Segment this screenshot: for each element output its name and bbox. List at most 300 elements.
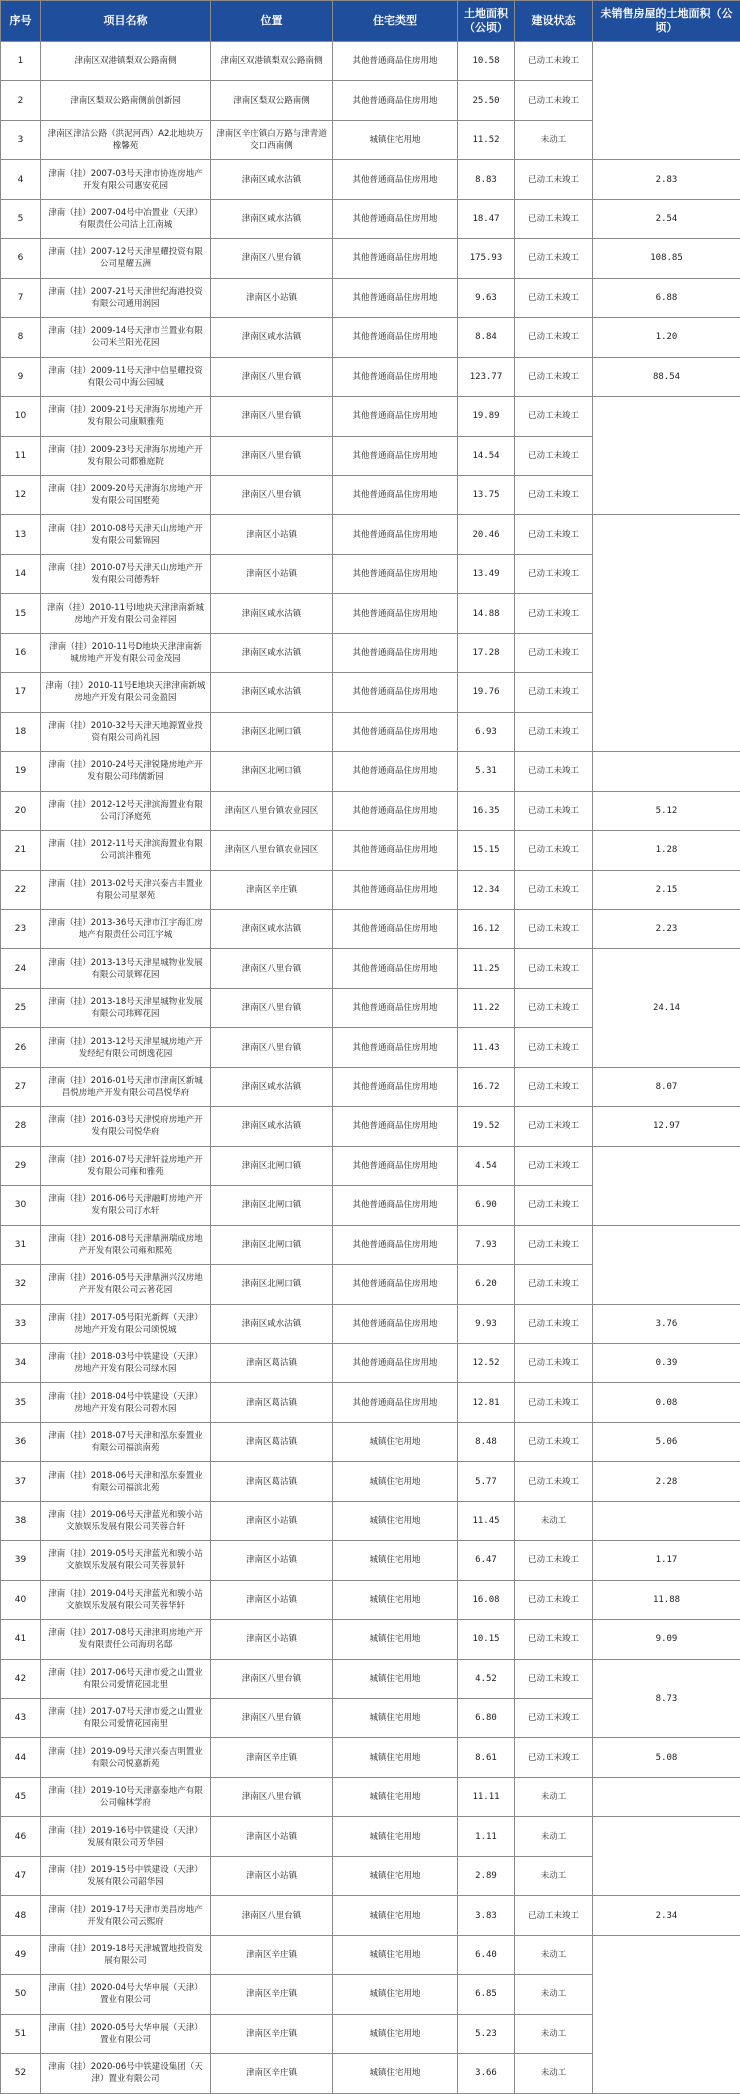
row-land-area: 6.93 [458, 712, 515, 751]
row-residential-type: 城镇住宅用地 [333, 1896, 458, 1935]
row-build-status: 已动工未竣工 [515, 1422, 593, 1461]
row-build-status: 已动工未竣工 [515, 1383, 593, 1422]
table-row [1, 1896, 740, 1935]
row-seq: 5 [1, 199, 41, 238]
row-build-status: 已动工未竣工 [515, 199, 593, 238]
row-project-name: 津南（挂）2019-16号中铁建设（天津）发展有限公司芳华园 [41, 1817, 211, 1856]
row-land-area: 11.52 [458, 120, 515, 159]
row-residential-type: 其他普通商品住房用地 [333, 436, 458, 475]
table-body [1, 42, 740, 2094]
row-location: 津南区辛庄镇 [211, 2054, 333, 2093]
row-residential-type: 其他普通商品住房用地 [333, 949, 458, 988]
row-residential-type: 其他普通商品住房用地 [333, 239, 458, 278]
row-seq: 23 [1, 909, 41, 948]
row-location: 津南区咸水沽镇 [211, 1304, 333, 1343]
row-residential-type: 其他普通商品住房用地 [333, 397, 458, 436]
row-unsold-area: 8.07 [593, 1067, 740, 1106]
row-project-name: 津南（挂）2009-21号天津海尔房地产开发有限公司康顺雅苑 [41, 397, 211, 436]
row-land-area: 12.81 [458, 1383, 515, 1422]
row-residential-type: 其他普通商品住房用地 [333, 1067, 458, 1106]
row-project-name: 津南（挂）2019-06号天津蓝光和骏小站文旅娱乐发展有限公司芙蓉合轩 [41, 1501, 211, 1540]
header-project-name: 项目名称 [41, 1, 211, 42]
row-residential-type: 其他普通商品住房用地 [333, 357, 458, 396]
row-location: 津南区咸水沽镇 [211, 318, 333, 357]
row-location: 津南区小站镇 [211, 1817, 333, 1856]
row-residential-type: 城镇住宅用地 [333, 1738, 458, 1777]
header-land-area: 土地面积（公顷） [458, 1, 515, 42]
row-unsold-area: 11.88 [593, 1580, 740, 1619]
table-row [1, 199, 740, 238]
row-residential-type: 城镇住宅用地 [333, 120, 458, 159]
row-residential-type: 其他普通商品住房用地 [333, 1304, 458, 1343]
row-build-status: 未动工 [515, 1777, 593, 1816]
row-land-area: 6.20 [458, 1265, 515, 1304]
row-build-status: 已动工未竣工 [515, 752, 593, 791]
row-build-status: 已动工未竣工 [515, 1225, 593, 1264]
row-seq: 36 [1, 1422, 41, 1461]
row-land-area: 14.54 [458, 436, 515, 475]
row-land-area: 10.15 [458, 1620, 515, 1659]
row-seq: 52 [1, 2054, 41, 2093]
row-residential-type: 其他普通商品住房用地 [333, 1146, 458, 1185]
header-unsold-area: 未销售房屋的土地面积（公顷） [593, 1, 740, 42]
row-location: 津南区辛庄镇 [211, 1738, 333, 1777]
row-seq: 18 [1, 712, 41, 751]
row-unsold-area: 0.39 [593, 1343, 740, 1382]
row-build-status: 已动工未竣工 [515, 909, 593, 948]
table-row [1, 791, 740, 830]
row-residential-type: 其他普通商品住房用地 [333, 791, 458, 830]
row-build-status: 已动工未竣工 [515, 633, 593, 672]
table-row [1, 397, 740, 436]
row-project-name: 津南（挂）2016-03号天津悦府房地产开发有限公司悦华府 [41, 1107, 211, 1146]
row-project-name: 津南（挂）2010-11号I地块天津津南新城房地产开发有限公司金祥园 [41, 594, 211, 633]
row-seq: 45 [1, 1777, 41, 1816]
row-project-name: 津南（挂）2020-05号大华申展（天津）置业有限公司 [41, 2014, 211, 2053]
table-row [1, 831, 740, 870]
row-project-name: 津南（挂）2016-07号天津轩益房地产开发有限公司雍和雅苑 [41, 1146, 211, 1185]
row-land-area: 3.83 [458, 1896, 515, 1935]
row-location: 津南区咸水沽镇 [211, 673, 333, 712]
row-location: 津南区八里台镇 [211, 1777, 333, 1816]
row-project-name: 津南（挂）2010-24号天津锐隆房地产开发有限公司玮儒新园 [41, 752, 211, 791]
header-location: 位置 [211, 1, 333, 42]
row-unsold-area [593, 42, 740, 160]
row-seq: 16 [1, 633, 41, 672]
row-seq: 7 [1, 278, 41, 317]
row-project-name: 津南（挂）2016-06号天津融町房地产开发有限公司汀水轩 [41, 1186, 211, 1225]
row-build-status: 未动工 [515, 1975, 593, 2014]
row-land-area: 175.93 [458, 239, 515, 278]
row-unsold-area: 2.34 [593, 1896, 740, 1935]
row-land-area: 16.72 [458, 1067, 515, 1106]
row-location: 津南区八里台镇 [211, 1028, 333, 1067]
row-land-area: 3.66 [458, 2054, 515, 2093]
row-residential-type: 城镇住宅用地 [333, 1620, 458, 1659]
row-seq: 6 [1, 239, 41, 278]
row-residential-type: 其他普通商品住房用地 [333, 1265, 458, 1304]
table-row [1, 515, 740, 554]
row-build-status: 已动工未竣工 [515, 554, 593, 593]
row-land-area: 5.23 [458, 2014, 515, 2053]
table-row [1, 1146, 740, 1185]
row-seq: 14 [1, 554, 41, 593]
row-land-area: 18.47 [458, 199, 515, 238]
row-project-name: 津南（挂）2018-06号天津和泓东泰置业有限公司福滨北苑 [41, 1462, 211, 1501]
row-land-area: 19.76 [458, 673, 515, 712]
row-seq: 11 [1, 436, 41, 475]
row-location: 津南区北闸口镇 [211, 712, 333, 751]
row-seq: 35 [1, 1383, 41, 1422]
row-land-area: 15.15 [458, 831, 515, 870]
row-build-status: 已动工未竣工 [515, 673, 593, 712]
row-project-name: 津南（挂）2016-05号天津鼎洲兴汉房地产开发有限公司云著花园 [41, 1265, 211, 1304]
header-seq: 序号 [1, 1, 41, 42]
row-project-name: 津南（挂）2010-07号天津天山房地产开发有限公司德秀轩 [41, 554, 211, 593]
row-land-area: 9.93 [458, 1304, 515, 1343]
row-location: 津南区八里台镇农业园区 [211, 791, 333, 830]
row-residential-type: 其他普通商品住房用地 [333, 712, 458, 751]
row-build-status: 已动工未竣工 [515, 397, 593, 436]
row-unsold-area: 5.08 [593, 1738, 740, 1777]
row-location: 津南区北闸口镇 [211, 1225, 333, 1264]
table-row [1, 949, 740, 988]
row-build-status: 已动工未竣工 [515, 791, 593, 830]
row-residential-type: 城镇住宅用地 [333, 1699, 458, 1738]
table-row [1, 752, 740, 791]
table-row [1, 1067, 740, 1106]
row-residential-type: 其他普通商品住房用地 [333, 199, 458, 238]
row-location: 津南区小站镇 [211, 1856, 333, 1895]
row-build-status: 未动工 [515, 120, 593, 159]
row-project-name: 津南（挂）2018-03号中铁建设（天津）房地产开发有限公司绿水园 [41, 1343, 211, 1382]
table-row [1, 1580, 740, 1619]
row-unsold-area: 5.06 [593, 1422, 740, 1461]
row-location: 津南区八里台镇 [211, 239, 333, 278]
row-build-status: 未动工 [515, 2054, 593, 2093]
row-build-status: 已动工未竣工 [515, 1304, 593, 1343]
row-location: 津南区八里台镇 [211, 397, 333, 436]
row-seq: 12 [1, 475, 41, 514]
row-residential-type: 其他普通商品住房用地 [333, 160, 458, 199]
table-row [1, 1462, 740, 1501]
row-location: 津南区北闸口镇 [211, 1186, 333, 1225]
row-project-name: 津南（挂）2013-13号天津星城物业发展有限公司景辉花园 [41, 949, 211, 988]
row-project-name: 津南区梨双公路南侧前创新园 [41, 81, 211, 120]
row-location: 津南区咸水沽镇 [211, 160, 333, 199]
row-land-area: 4.52 [458, 1659, 515, 1698]
table-header-row [1, 1, 740, 42]
row-build-status: 已动工未竣工 [515, 1738, 593, 1777]
row-build-status: 未动工 [515, 1501, 593, 1540]
row-unsold-area: 108.85 [593, 239, 740, 278]
row-seq: 44 [1, 1738, 41, 1777]
row-location: 津南区八里台镇 [211, 1699, 333, 1738]
row-residential-type: 其他普通商品住房用地 [333, 831, 458, 870]
row-residential-type: 城镇住宅用地 [333, 1422, 458, 1461]
row-unsold-area: 0.08 [593, 1383, 740, 1422]
row-seq: 47 [1, 1856, 41, 1895]
row-build-status: 已动工未竣工 [515, 1541, 593, 1580]
row-seq: 48 [1, 1896, 41, 1935]
row-residential-type: 其他普通商品住房用地 [333, 554, 458, 593]
row-residential-type: 城镇住宅用地 [333, 1975, 458, 2014]
table-row [1, 870, 740, 909]
row-build-status: 已动工未竣工 [515, 1107, 593, 1146]
row-location: 津南区北闸口镇 [211, 1146, 333, 1185]
row-location: 津南区辛庄镇 [211, 1935, 333, 1974]
row-project-name: 津南（挂）2019-18号天津城置地投资发展有限公司 [41, 1935, 211, 1974]
table-row [1, 160, 740, 199]
row-land-area: 16.08 [458, 1580, 515, 1619]
row-seq: 13 [1, 515, 41, 554]
row-land-area: 9.63 [458, 278, 515, 317]
row-unsold-area [593, 1501, 740, 1540]
row-location: 津南区咸水沽镇 [211, 594, 333, 633]
row-location: 津南区八里台镇 [211, 988, 333, 1027]
row-seq: 50 [1, 1975, 41, 2014]
row-land-area: 10.58 [458, 42, 515, 81]
row-land-area: 25.50 [458, 81, 515, 120]
row-unsold-area: 24.14 [593, 949, 740, 1067]
row-residential-type: 其他普通商品住房用地 [333, 752, 458, 791]
row-residential-type: 其他普通商品住房用地 [333, 1028, 458, 1067]
row-location: 津南区八里台镇 [211, 1896, 333, 1935]
table-row [1, 1225, 740, 1264]
table-row [1, 278, 740, 317]
row-land-area: 19.89 [458, 397, 515, 436]
row-project-name: 津南（挂）2019-15号中铁建设（天津）发展有限公司韶华园 [41, 1856, 211, 1895]
table-row [1, 239, 740, 278]
row-location: 津南区双港镇梨双公路南侧 [211, 42, 333, 81]
row-residential-type: 城镇住宅用地 [333, 1935, 458, 1974]
row-unsold-area: 1.28 [593, 831, 740, 870]
row-unsold-area: 12.97 [593, 1107, 740, 1146]
row-location: 津南区八里台镇 [211, 436, 333, 475]
header-residential-type: 住宅类型 [333, 1, 458, 42]
row-location: 津南区小站镇 [211, 1541, 333, 1580]
row-seq: 17 [1, 673, 41, 712]
row-unsold-area [593, 752, 740, 791]
row-unsold-area: 3.76 [593, 1304, 740, 1343]
row-unsold-area: 2.15 [593, 870, 740, 909]
row-project-name: 津南（挂）2017-07号天津市爱之山置业有限公司爱情花园南里 [41, 1699, 211, 1738]
row-unsold-area [593, 1935, 740, 2093]
row-project-name: 津南（挂）2019-09号天津兴泰吉明置业有限公司悦嘉新苑 [41, 1738, 211, 1777]
row-project-name: 津南（挂）2020-06号中铁建设集团（天津）置业有限公司 [41, 2054, 211, 2093]
row-project-name: 津南（挂）2009-23号天津海尔房地产开发有限公司都雅庭院 [41, 436, 211, 475]
row-seq: 21 [1, 831, 41, 870]
row-land-area: 6.47 [458, 1541, 515, 1580]
row-location: 津南区葛沽镇 [211, 1383, 333, 1422]
row-seq: 1 [1, 42, 41, 81]
table-row [1, 357, 740, 396]
row-residential-type: 其他普通商品住房用地 [333, 42, 458, 81]
header-build-status: 建设状态 [515, 1, 593, 42]
row-project-name: 津南（挂）2013-02号天津兴泰吉丰置业有限公司星翠苑 [41, 870, 211, 909]
table-row [1, 1620, 740, 1659]
row-residential-type: 其他普通商品住房用地 [333, 1383, 458, 1422]
row-residential-type: 其他普通商品住房用地 [333, 673, 458, 712]
row-unsold-area: 2.23 [593, 909, 740, 948]
row-residential-type: 其他普通商品住房用地 [333, 909, 458, 948]
row-residential-type: 其他普通商品住房用地 [333, 870, 458, 909]
row-unsold-area: 2.54 [593, 199, 740, 238]
row-seq: 41 [1, 1620, 41, 1659]
row-location: 津南区八里台镇 [211, 949, 333, 988]
row-project-name: 津南（挂）2013-12号天津星城房地产开发经纪有限公司朗逸花园 [41, 1028, 211, 1067]
table-row [1, 1738, 740, 1777]
table-row [1, 1501, 740, 1540]
row-project-name: 津南（挂）2017-05号阳光新辉（天津）房地产开发有限公司颂悦城 [41, 1304, 211, 1343]
row-location: 津南区辛庄镇 [211, 1975, 333, 2014]
row-land-area: 5.77 [458, 1462, 515, 1501]
row-build-status: 已动工未竣工 [515, 870, 593, 909]
row-build-status: 已动工未竣工 [515, 1265, 593, 1304]
row-residential-type: 其他普通商品住房用地 [333, 594, 458, 633]
row-project-name: 津南（挂）2010-32号天津天地源置业投资有限公司尚礼园 [41, 712, 211, 751]
row-land-area: 8.61 [458, 1738, 515, 1777]
row-project-name: 津南（挂）2019-17号天津市美昌房地产开发有限公司云熙府 [41, 1896, 211, 1935]
row-seq: 34 [1, 1343, 41, 1382]
row-residential-type: 城镇住宅用地 [333, 1580, 458, 1619]
row-project-name: 津南（挂）2007-21号天津世纪海港投资有限公司通用润园 [41, 278, 211, 317]
row-seq: 37 [1, 1462, 41, 1501]
row-project-name: 津南（挂）2016-08号天津鼎洲瑞成房地产开发有限公司雍和熙苑 [41, 1225, 211, 1264]
row-land-area: 17.28 [458, 633, 515, 672]
row-location: 津南区葛沽镇 [211, 1462, 333, 1501]
row-seq: 29 [1, 1146, 41, 1185]
row-seq: 39 [1, 1541, 41, 1580]
row-location: 津南区辛庄镇 [211, 2014, 333, 2053]
row-seq: 43 [1, 1699, 41, 1738]
row-build-status: 未动工 [515, 2014, 593, 2053]
table-row [1, 1777, 740, 1816]
row-build-status: 已动工未竣工 [515, 318, 593, 357]
row-unsold-area: 88.54 [593, 357, 740, 396]
row-location: 津南区辛庄镇 [211, 870, 333, 909]
row-residential-type: 其他普通商品住房用地 [333, 988, 458, 1027]
row-project-name: 津南（挂）2018-07号天津和泓东泰置业有限公司福滨南苑 [41, 1422, 211, 1461]
row-residential-type: 其他普通商品住房用地 [333, 1343, 458, 1382]
row-location: 津南区葛沽镇 [211, 1343, 333, 1382]
row-build-status: 已动工未竣工 [515, 712, 593, 751]
row-build-status: 已动工未竣工 [515, 1146, 593, 1185]
row-residential-type: 其他普通商品住房用地 [333, 515, 458, 554]
row-project-name: 津南（挂）2013-18号天津星城物业发展有限公司玮辉花园 [41, 988, 211, 1027]
row-residential-type: 其他普通商品住房用地 [333, 1186, 458, 1225]
row-build-status: 已动工未竣工 [515, 594, 593, 633]
row-build-status: 已动工未竣工 [515, 1028, 593, 1067]
row-seq: 33 [1, 1304, 41, 1343]
row-land-area: 11.45 [458, 1501, 515, 1540]
row-residential-type: 城镇住宅用地 [333, 2014, 458, 2053]
row-project-name: 津南（挂）2019-10号天津嘉泰地产有限公司翰林学府 [41, 1777, 211, 1816]
row-location: 津南区小站镇 [211, 515, 333, 554]
row-seq: 9 [1, 357, 41, 396]
table-row [1, 1107, 740, 1146]
row-project-name: 津南（挂）2018-04号中铁建设（天津）房地产开发有限公司碧水园 [41, 1383, 211, 1422]
row-build-status: 已动工未竣工 [515, 1462, 593, 1501]
row-seq: 3 [1, 120, 41, 159]
row-project-name: 津南（挂）2019-05号天津蓝光和骏小站文旅娱乐发展有限公司芙蓉景轩 [41, 1541, 211, 1580]
row-residential-type: 城镇住宅用地 [333, 1817, 458, 1856]
row-location: 津南区八里台镇 [211, 475, 333, 514]
row-residential-type: 其他普通商品住房用地 [333, 475, 458, 514]
row-seq: 8 [1, 318, 41, 357]
row-land-area: 1.11 [458, 1817, 515, 1856]
row-land-area: 6.80 [458, 1699, 515, 1738]
row-residential-type: 城镇住宅用地 [333, 1501, 458, 1540]
row-build-status: 已动工未竣工 [515, 1580, 593, 1619]
row-location: 津南区小站镇 [211, 278, 333, 317]
row-project-name: 津南（挂）2009-11号天津中信星耀投资有限公司中海公园城 [41, 357, 211, 396]
row-seq: 46 [1, 1817, 41, 1856]
row-land-area: 20.46 [458, 515, 515, 554]
row-build-status: 已动工未竣工 [515, 1620, 593, 1659]
row-location: 津南区小站镇 [211, 1620, 333, 1659]
table-row [1, 909, 740, 948]
row-project-name: 津南（挂）2016-01号天津市津南区新城昌悦房地产开发有限公司昌悦华府 [41, 1067, 211, 1106]
row-build-status: 已动工未竣工 [515, 160, 593, 199]
row-seq: 31 [1, 1225, 41, 1264]
row-build-status: 已动工未竣工 [515, 988, 593, 1027]
row-location: 津南区咸水沽镇 [211, 909, 333, 948]
row-location: 津南区咸水沽镇 [211, 1107, 333, 1146]
row-location: 津南区葛沽镇 [211, 1422, 333, 1461]
row-seq: 10 [1, 397, 41, 436]
row-project-name: 津南（挂）2007-12号天津星耀投资有限公司星耀五洲 [41, 239, 211, 278]
row-project-name: 津南（挂）2017-08号天津津玥房地产开发有限责任公司海玥名邸 [41, 1620, 211, 1659]
table-row [1, 1817, 740, 1856]
row-location: 津南区梨双公路南侧 [211, 81, 333, 120]
table-row [1, 42, 740, 81]
row-seq: 49 [1, 1935, 41, 1974]
row-land-area: 123.77 [458, 357, 515, 396]
row-build-status: 已动工未竣工 [515, 239, 593, 278]
table-row [1, 1343, 740, 1382]
row-land-area: 11.25 [458, 949, 515, 988]
row-seq: 32 [1, 1265, 41, 1304]
row-unsold-area [593, 1817, 740, 1896]
row-location: 津南区小站镇 [211, 554, 333, 593]
table-row [1, 1659, 740, 1698]
row-residential-type: 其他普通商品住房用地 [333, 278, 458, 317]
row-project-name: 津南（挂）2012-11号天津滨海置业有限公司滨沣雅苑 [41, 831, 211, 870]
row-project-name: 津南（挂）2019-04号天津蓝光和骏小站文旅娱乐发展有限公司芙蓉华轩 [41, 1580, 211, 1619]
row-land-area: 4.54 [458, 1146, 515, 1185]
row-residential-type: 其他普通商品住房用地 [333, 318, 458, 357]
row-land-area: 6.85 [458, 1975, 515, 2014]
row-land-area: 16.12 [458, 909, 515, 948]
row-build-status: 未动工 [515, 1856, 593, 1895]
row-seq: 19 [1, 752, 41, 791]
row-location: 津南区小站镇 [211, 1580, 333, 1619]
row-build-status: 已动工未竣工 [515, 1186, 593, 1225]
row-land-area: 5.31 [458, 752, 515, 791]
row-unsold-area: 5.12 [593, 791, 740, 830]
row-unsold-area [593, 397, 740, 515]
row-project-name: 津南区津沽公路（洪泥河西）A2北地块万橡馨苑 [41, 120, 211, 159]
row-unsold-area [593, 1225, 740, 1304]
row-build-status: 已动工未竣工 [515, 357, 593, 396]
row-seq: 38 [1, 1501, 41, 1540]
row-project-name: 津南（挂）2007-03号天津市协连房地产开发有限公司惠安花园 [41, 160, 211, 199]
row-residential-type: 城镇住宅用地 [333, 2054, 458, 2093]
row-residential-type: 城镇住宅用地 [333, 1541, 458, 1580]
row-seq: 27 [1, 1067, 41, 1106]
row-project-name: 津南（挂）2020-04号大华申展（天津）置业有限公司 [41, 1975, 211, 2014]
